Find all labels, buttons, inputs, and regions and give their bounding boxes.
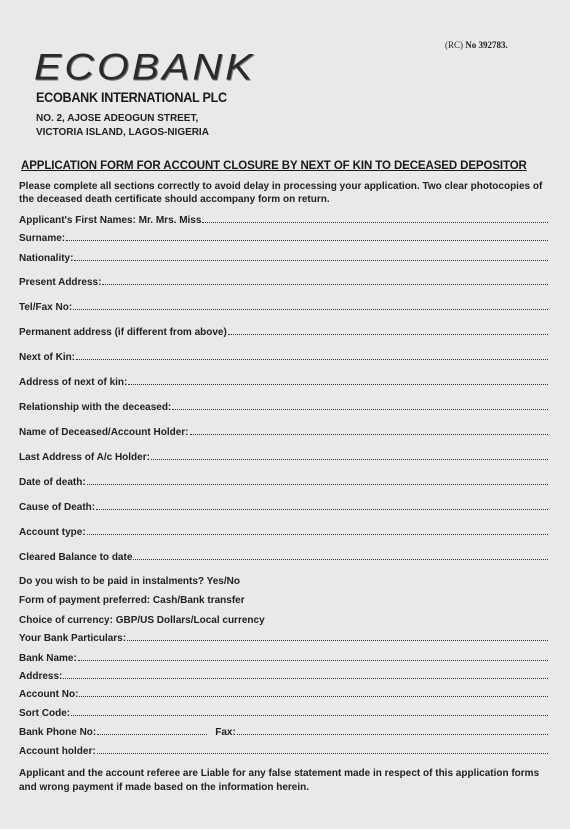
field-label: Account holder: (19, 746, 96, 757)
fill-in-line[interactable] (87, 483, 548, 485)
field-label: Date of death: (19, 477, 86, 488)
bank-name-field[interactable] (19, 650, 548, 664)
permanent-address-field[interactable] (19, 324, 548, 338)
field-label: Relationship with the deceased: (19, 402, 172, 413)
bank-phone-field[interactable] (19, 724, 548, 738)
fill-in-line[interactable] (73, 308, 548, 310)
applicant-first-names-field[interactable] (19, 212, 548, 226)
field-label: Cleared Balance to date (19, 552, 133, 563)
sort-code-field[interactable] (19, 705, 548, 719)
fill-in-line[interactable] (102, 283, 548, 285)
fill-in-line[interactable] (96, 508, 548, 510)
fill-in-line[interactable] (97, 733, 207, 735)
field-label: Bank Phone No: (19, 727, 97, 738)
present-address-field[interactable] (19, 274, 548, 288)
form-title: APPLICATION FORM FOR ACCOUNT CLOSURE BY NEXT OF KIN TO DECEASED DEPOSITOR (21, 160, 527, 172)
payment-form-question[interactable]: Form of payment preferred: Cash/Bank transfer (19, 595, 245, 606)
relationship-field[interactable] (19, 399, 548, 413)
field-label: Nationality: (19, 253, 74, 264)
liability-statement: Applicant and the account referee are Liable for any false statement made in respect of this application forms and wrong payment if made based on the information herein. (19, 768, 540, 793)
fill-in-line[interactable] (87, 533, 548, 535)
fill-in-line[interactable] (79, 695, 548, 697)
field-label: Bank Name: (19, 653, 77, 664)
fill-in-line[interactable] (151, 458, 548, 460)
fill-in-line[interactable] (97, 752, 548, 754)
surname-field[interactable] (19, 230, 548, 244)
field-label: Name of Deceased/Account Holder: (19, 427, 189, 438)
nationality-field[interactable] (19, 250, 548, 264)
next-of-kin-address-field[interactable] (19, 374, 548, 388)
bank-address-field[interactable] (19, 668, 548, 682)
field-label: Account type: (19, 527, 86, 538)
field-label: Address: (19, 671, 63, 682)
account-type-field[interactable] (19, 524, 548, 538)
rc-number (445, 40, 508, 50)
next-of-kin-field[interactable] (19, 349, 548, 363)
rc-prefix: (RC) (445, 40, 463, 50)
field-label: Last Address of A/c Holder: (19, 452, 150, 463)
fill-in-line[interactable] (228, 333, 548, 335)
fill-in-line[interactable] (133, 558, 548, 560)
address-line-2: VICTORIA ISLAND, LAGOS-NIGERIA (36, 126, 209, 138)
fill-in-line[interactable] (202, 221, 548, 223)
fill-in-line[interactable] (63, 677, 548, 679)
fill-in-line[interactable] (78, 659, 548, 661)
field-label: Tel/Fax No: (19, 302, 73, 313)
account-no-field[interactable] (19, 686, 548, 700)
field-label: Permanent address (if different from above) (19, 327, 227, 338)
last-address-field[interactable] (19, 449, 548, 463)
deceased-name-field[interactable] (19, 424, 548, 438)
field-label: Your Bank Particulars: (19, 633, 127, 644)
field-label: Surname: (19, 233, 66, 244)
ecobank-logo: ECOBANK (34, 46, 256, 88)
cleared-balance-field[interactable] (19, 549, 548, 563)
fill-in-line[interactable] (71, 714, 548, 716)
form-instructions: Please complete all sections correctly to avoid delay in processing your application. Two clear photocopies of the deceased death certificate should accompany form on return. (19, 181, 543, 205)
currency-question[interactable]: Choice of currency: GBP/US Dollars/Local currency (19, 615, 265, 626)
fill-in-line[interactable] (128, 383, 548, 385)
field-label: Present Address: (19, 277, 102, 288)
company-name: ECOBANK INTERNATIONAL PLC (36, 89, 227, 105)
fill-in-line[interactable] (74, 259, 548, 261)
field-label: Sort Code: (19, 708, 71, 719)
field-label: Applicant's First Names: Mr. Mrs. Miss (19, 215, 202, 226)
field-label: Cause of Death: (19, 502, 96, 513)
field-label: Address of next of kin: (19, 377, 128, 388)
fax-label: Fax: (215, 727, 236, 738)
instalments-question[interactable]: Do you wish to be paid in instalments? Yes/No (19, 576, 240, 587)
account-holder-field[interactable] (19, 743, 548, 757)
field-label: Account No: (19, 689, 79, 700)
bank-particulars-field[interactable] (19, 630, 548, 644)
fill-in-line[interactable] (190, 433, 549, 435)
fill-in-line[interactable] (172, 408, 548, 410)
tel-fax-field[interactable] (19, 299, 548, 313)
field-label: Next of Kin: (19, 352, 76, 363)
fax-fill-in-line[interactable] (237, 733, 548, 735)
fill-in-line[interactable] (76, 358, 548, 360)
rc-value: No 392783. (465, 40, 508, 50)
fill-in-line[interactable] (127, 639, 548, 641)
address-line-1: NO. 2, AJOSE ADEOGUN STREET, (36, 112, 199, 124)
date-of-death-field[interactable] (19, 474, 548, 488)
cause-of-death-field[interactable] (19, 499, 548, 513)
fill-in-line[interactable] (66, 239, 548, 241)
